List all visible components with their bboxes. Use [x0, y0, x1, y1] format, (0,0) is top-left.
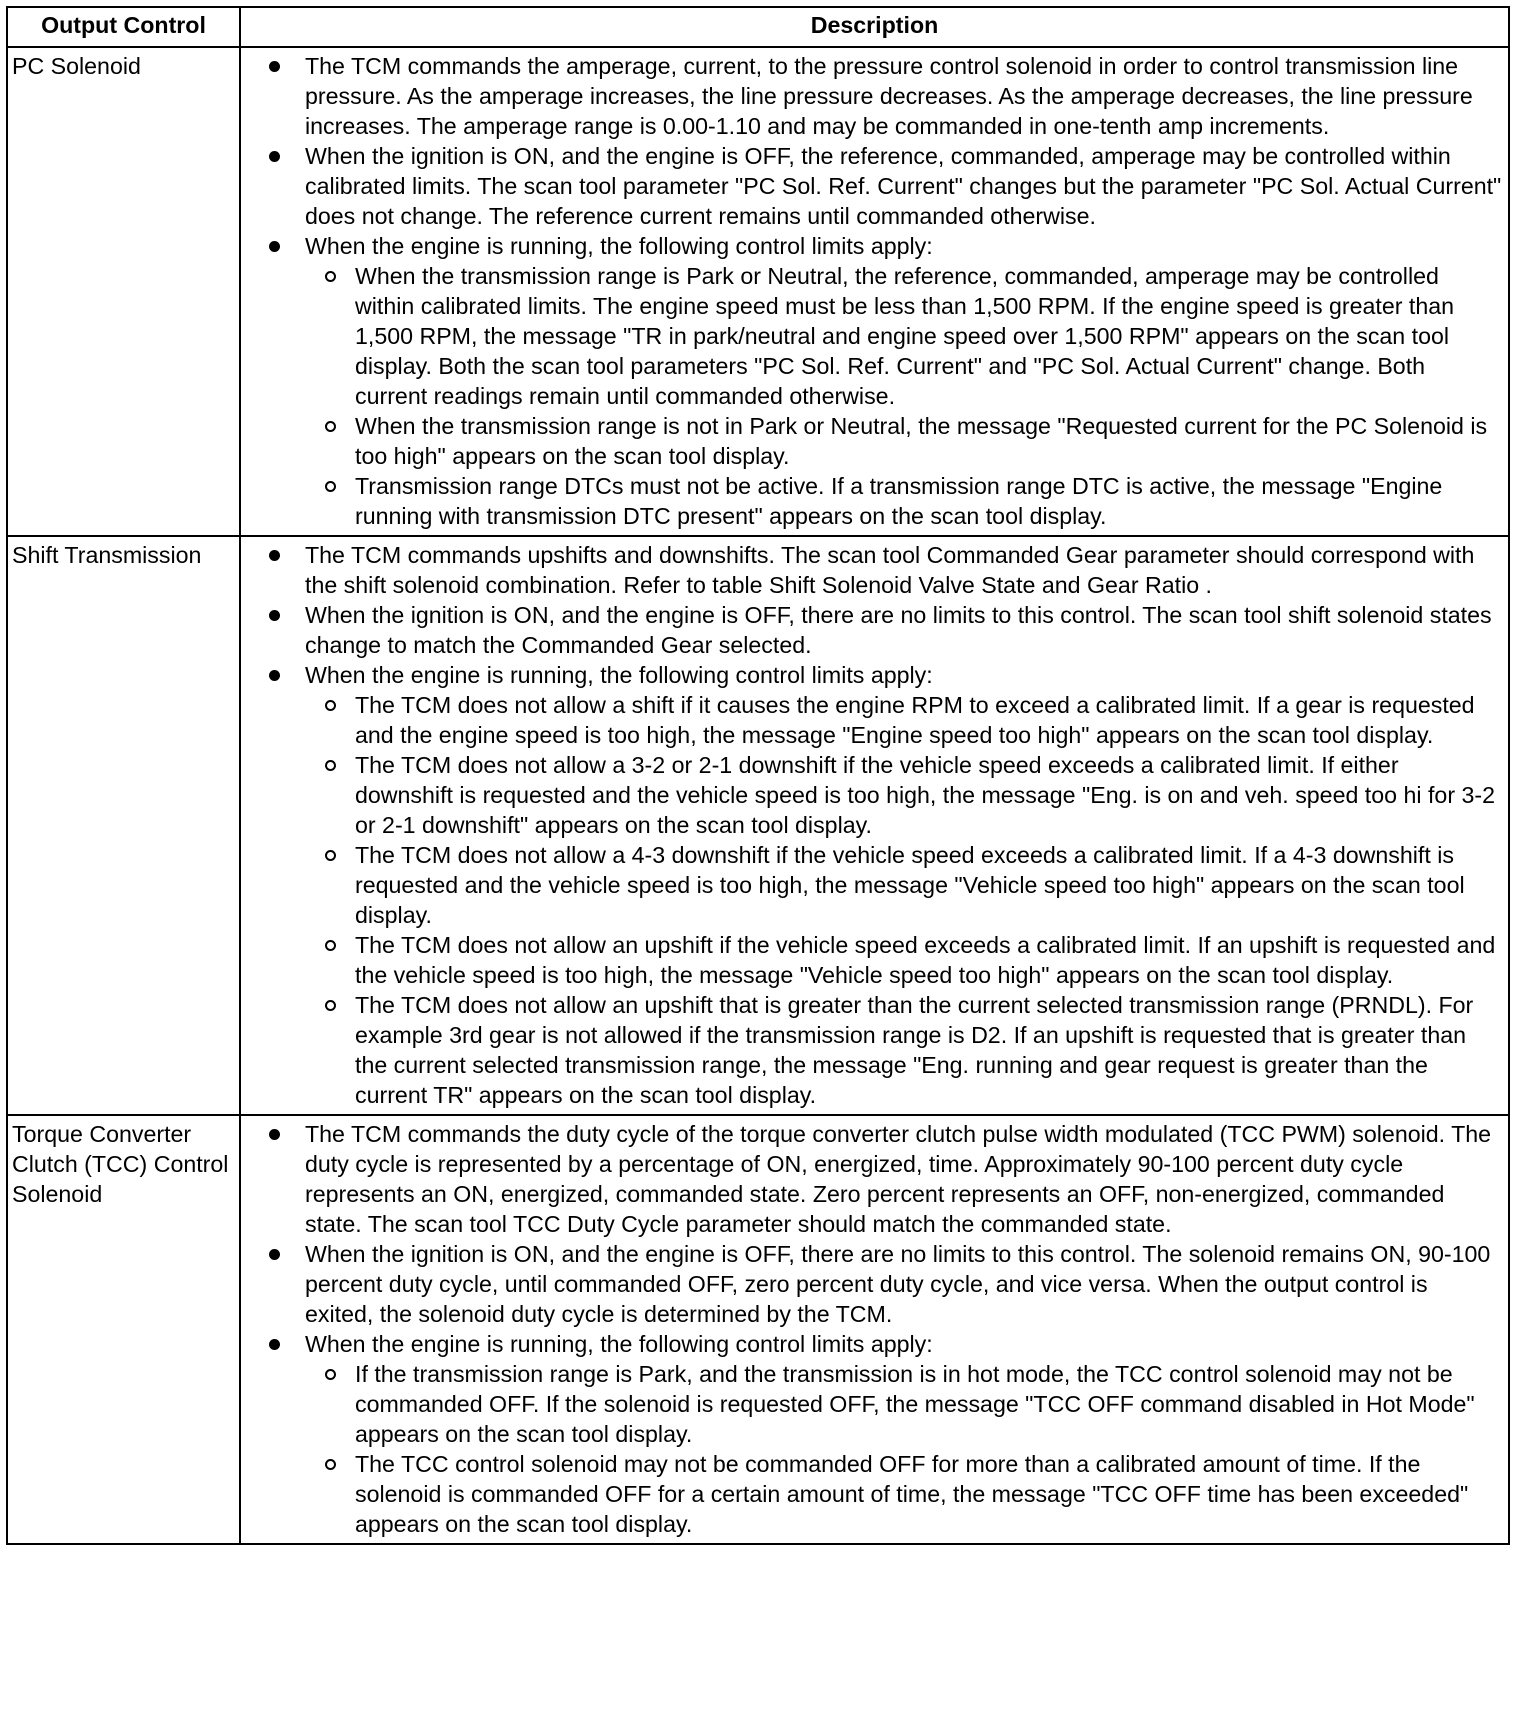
sub-bullet-text: The TCM does not allow a shift if it causes the engine RPM to exceed a calibrated limit. If a gear is requested and the engine speed is too high, the message "Engine speed too high" appears on the scan tool display.: [355, 692, 1475, 748]
sub-bullet-item: [305, 261, 1502, 411]
bullet-ring-icon: [325, 271, 336, 282]
sub-bullet-list: [305, 1359, 1502, 1539]
sub-bullet-text: When the transmission range is Park or Neutral, the reference, commanded, amperage may be controlled within calibrated limits. The engine speed must be less than 1,500 RPM. If the engine speed is greater than 1,500 RPM, the message "TR in park/neutral and engine speed over 1,500 RPM" appears on the scan tool display. Both the scan tool parameters "PC Sol. Ref. Current" and "PC Sol. Actual Current" change. Both current readings remain until commanded otherwise.: [355, 263, 1455, 409]
bullet-ring-icon: [325, 850, 336, 861]
bullet-dot-icon: [269, 241, 280, 252]
output-control-name: Torque Converter Clutch (TCC) Control Solenoid: [7, 1115, 240, 1544]
bullet-dot-icon: [269, 151, 280, 162]
bullet-list: [265, 1119, 1502, 1539]
description-cell: [240, 1115, 1509, 1544]
bullet-text: When the engine is running, the following control limits apply:: [305, 233, 933, 259]
sub-bullet-item: [305, 1449, 1502, 1539]
bullet-text: When the ignition is ON, and the engine is OFF, there are no limits to this control. The solenoid remains ON, 90-100 percent duty cycle, until commanded OFF, zero percent duty cycle, and vice versa. When the output control is exited, the solenoid duty cycle is determined by the TCM.: [305, 1241, 1491, 1327]
sub-bullet-item: [305, 411, 1502, 471]
bullet-list: [265, 540, 1502, 1110]
bullet-item: [265, 51, 1502, 141]
description-cell: [240, 536, 1509, 1115]
bullet-item: [265, 231, 1502, 531]
column-header-output-control: Output Control: [7, 7, 240, 47]
bullet-dot-icon: [269, 1249, 280, 1260]
output-control-name: Shift Transmission: [7, 536, 240, 1115]
bullet-dot-icon: [269, 1339, 280, 1350]
sub-bullet-text: The TCM does not allow a 3-2 or 2-1 downshift if the vehicle speed exceeds a calibrated limit. If either downshift is requested and the vehicle speed is too high, the message "Eng. is on and veh. speed too hi for 3-2 or 2-1 downshift" appears on the scan tool display.: [355, 752, 1495, 838]
bullet-text: The TCM commands the duty cycle of the torque converter clutch pulse width modulated (TCC PWM) solenoid. The duty cycle is represented by a percentage of ON, energized, time. Approximately 90-100 percent duty cycle represents an ON, energized, commanded state. Zero percent represents an OFF, non-energized, commanded state. The scan tool TCC Duty Cycle parameter should match the commanded state.: [305, 1121, 1492, 1237]
bullet-dot-icon: [269, 1129, 280, 1140]
sub-bullet-text: The TCM does not allow an upshift if the vehicle speed exceeds a calibrated limit. If an upshift is requested and the vehicle speed is too high, the message "Vehicle speed too high" appears on the scan tool display.: [355, 932, 1496, 988]
sub-bullet-item: [305, 690, 1502, 750]
bullet-ring-icon: [325, 940, 336, 951]
bullet-ring-icon: [325, 481, 336, 492]
sub-bullet-item: [305, 990, 1502, 1110]
bullet-text: When the ignition is ON, and the engine is OFF, the reference, commanded, amperage may be controlled within calibrated limits. The scan tool parameter "PC Sol. Ref. Current" changes but the parameter "PC Sol. Actual Current" does not change. The reference current remains until commanded otherwise.: [305, 143, 1502, 229]
bullet-ring-icon: [325, 760, 336, 771]
bullet-ring-icon: [325, 700, 336, 711]
bullet-list: [265, 51, 1502, 531]
sub-bullet-list: [305, 690, 1502, 1110]
sub-bullet-text: The TCM does not allow a 4-3 downshift if the vehicle speed exceeds a calibrated limit. If a 4-3 downshift is requested and the vehicle speed is too high, the message "Vehicle speed too high" appears on the scan tool display.: [355, 842, 1465, 928]
sub-bullet-item: [305, 750, 1502, 840]
output-control-table: [6, 6, 1510, 1545]
sub-bullet-text: Transmission range DTCs must not be active. If a transmission range DTC is active, the message "Engine running with transmission DTC present" appears on the scan tool display.: [355, 473, 1443, 529]
column-header-description: Description: [240, 7, 1509, 47]
bullet-item: [265, 600, 1502, 660]
bullet-text: The TCM commands the amperage, current, to the pressure control solenoid in order to control transmission line pressure. As the amperage increases, the line pressure decreases. As the amperage decreases, the line pressure increases. The amperage range is 0.00-1.10 and may be commanded in one-tenth amp increments.: [305, 53, 1473, 139]
bullet-item: [265, 540, 1502, 600]
bullet-item: [265, 141, 1502, 231]
sub-bullet-item: [305, 471, 1502, 531]
bullet-ring-icon: [325, 1459, 336, 1470]
bullet-text: When the engine is running, the following control limits apply:: [305, 662, 933, 688]
table-row: [7, 1115, 1509, 1544]
bullet-item: [265, 1119, 1502, 1239]
bullet-dot-icon: [269, 550, 280, 561]
table-row: [7, 536, 1509, 1115]
bullet-dot-icon: [269, 670, 280, 681]
bullet-dot-icon: [269, 610, 280, 621]
table-row: [7, 47, 1509, 536]
sub-bullet-item: [305, 930, 1502, 990]
sub-bullet-item: [305, 1359, 1502, 1449]
bullet-text: The TCM commands upshifts and downshifts. The scan tool Commanded Gear parameter should correspond with the shift solenoid combination. Refer to table Shift Solenoid Valve State and Gear Ratio .: [305, 542, 1475, 598]
bullet-item: [265, 1239, 1502, 1329]
bullet-text: When the ignition is ON, and the engine is OFF, there are no limits to this control. The scan tool shift solenoid states change to match the Commanded Gear selected.: [305, 602, 1492, 658]
sub-bullet-text: The TCM does not allow an upshift that is greater than the current selected transmission range (PRNDL). For example 3rd gear is not allowed if the transmission range is D2. If an upshift is requested that is greater than the current selected transmission range, the message "Eng. running and gear request is greater than the current TR" appears on the scan tool display.: [355, 992, 1474, 1108]
bullet-ring-icon: [325, 1369, 336, 1380]
bullet-dot-icon: [269, 61, 280, 72]
sub-bullet-text: The TCC control solenoid may not be commanded OFF for more than a calibrated amount of time. If the solenoid is commanded OFF for a certain amount of time, the message "TCC OFF time has been exceeded" appears on the scan tool display.: [355, 1451, 1469, 1537]
table-header-row: [7, 7, 1509, 47]
sub-bullet-text: When the transmission range is not in Park or Neutral, the message "Requested current for the PC Solenoid is too high" appears on the scan tool display.: [355, 413, 1488, 469]
bullet-ring-icon: [325, 1000, 336, 1011]
bullet-item: [265, 660, 1502, 1110]
output-control-name: PC Solenoid: [7, 47, 240, 536]
bullet-text: When the engine is running, the following control limits apply:: [305, 1331, 933, 1357]
bullet-item: [265, 1329, 1502, 1539]
description-cell: [240, 47, 1509, 536]
sub-bullet-item: [305, 840, 1502, 930]
sub-bullet-list: [305, 261, 1502, 531]
sub-bullet-text: If the transmission range is Park, and the transmission is in hot mode, the TCC control solenoid may not be commanded OFF. If the solenoid is requested OFF, the message "TCC OFF command disabled in Hot Mode" appears on the scan tool display.: [355, 1361, 1475, 1447]
bullet-ring-icon: [325, 421, 336, 432]
